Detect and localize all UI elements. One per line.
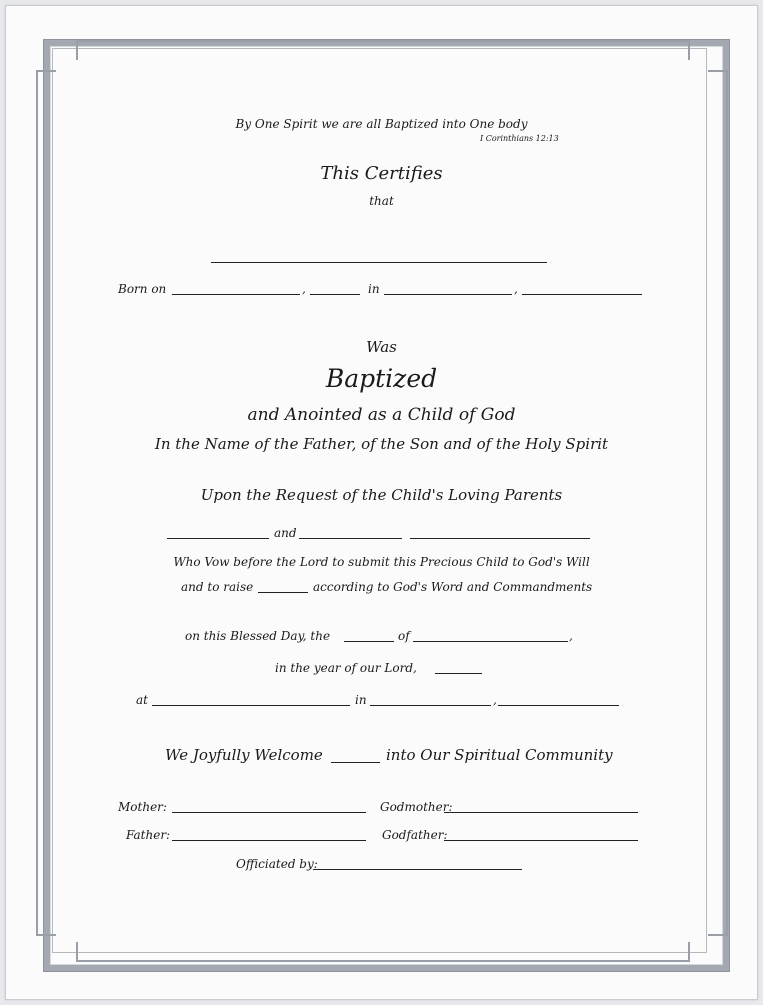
- pronoun-line[interactable]: [258, 592, 308, 593]
- that-text: that: [369, 194, 394, 208]
- raise-text: and to raise: [181, 580, 254, 594]
- anointed-text: and Anointed as a Child of God: [247, 405, 516, 425]
- trinity-text: In the Name of the Father, of the Son and of the Holy Spirit: [154, 435, 609, 453]
- godfather-line[interactable]: [444, 840, 638, 841]
- born-on-label: Born on: [118, 282, 167, 296]
- vow-text: Who Vow before the Lord to submit this Precious Child to God's Will: [173, 555, 590, 569]
- church-city-line[interactable]: [370, 705, 491, 706]
- of-label: of: [398, 629, 410, 643]
- comma: ,: [302, 282, 306, 296]
- birth-state-line[interactable]: [522, 294, 642, 295]
- and-label: and: [274, 526, 297, 540]
- welcome-text: We Joyfully Welcome: [165, 746, 323, 764]
- day-line[interactable]: [344, 641, 394, 642]
- godmother-label: Godmother:: [380, 800, 453, 814]
- birth-city-line[interactable]: [384, 294, 512, 295]
- commandments-text: according to God's Word and Commandments: [313, 580, 593, 594]
- blessed-day-text: on this Blessed Day, the: [185, 629, 331, 643]
- officiant-line[interactable]: [313, 869, 522, 870]
- child-name-line[interactable]: [211, 262, 547, 263]
- verse-text: By One Spirit we are all Baptized into One body: [235, 117, 528, 131]
- comma: ,: [493, 693, 497, 707]
- comma: ,: [514, 282, 518, 296]
- parent-1-line[interactable]: [167, 538, 269, 539]
- birth-date-line[interactable]: [172, 294, 300, 295]
- parent-2-line[interactable]: [299, 538, 402, 539]
- officiated-label: Officiated by:: [236, 857, 318, 871]
- baptized-heading: Baptized: [325, 364, 438, 393]
- godmother-line[interactable]: [444, 812, 638, 813]
- certifies-heading: This Certifies: [320, 163, 443, 184]
- church-state-line[interactable]: [498, 705, 619, 706]
- year-line[interactable]: [435, 673, 482, 674]
- birth-year-line[interactable]: [310, 294, 360, 295]
- mother-line[interactable]: [172, 812, 366, 813]
- godfather-label: Godfather:: [382, 828, 448, 842]
- comma: ,: [569, 629, 573, 643]
- was-text: Was: [366, 338, 397, 356]
- family-name-line[interactable]: [410, 538, 590, 539]
- request-heading: Upon the Request of the Child's Loving Parents: [200, 486, 563, 504]
- at-label: at: [136, 693, 148, 707]
- church-line[interactable]: [152, 705, 350, 706]
- mother-label: Mother:: [118, 800, 167, 814]
- verse-reference: I Corinthians 12:13: [480, 134, 559, 143]
- community-text: into Our Spiritual Community: [386, 746, 613, 764]
- father-label: Father:: [126, 828, 171, 842]
- year-text: in the year of our Lord,: [275, 661, 417, 675]
- month-line[interactable]: [413, 641, 568, 642]
- in-label: in: [368, 282, 380, 296]
- in-label: in: [355, 693, 367, 707]
- welcome-name-line[interactable]: [331, 762, 380, 763]
- father-line[interactable]: [172, 840, 366, 841]
